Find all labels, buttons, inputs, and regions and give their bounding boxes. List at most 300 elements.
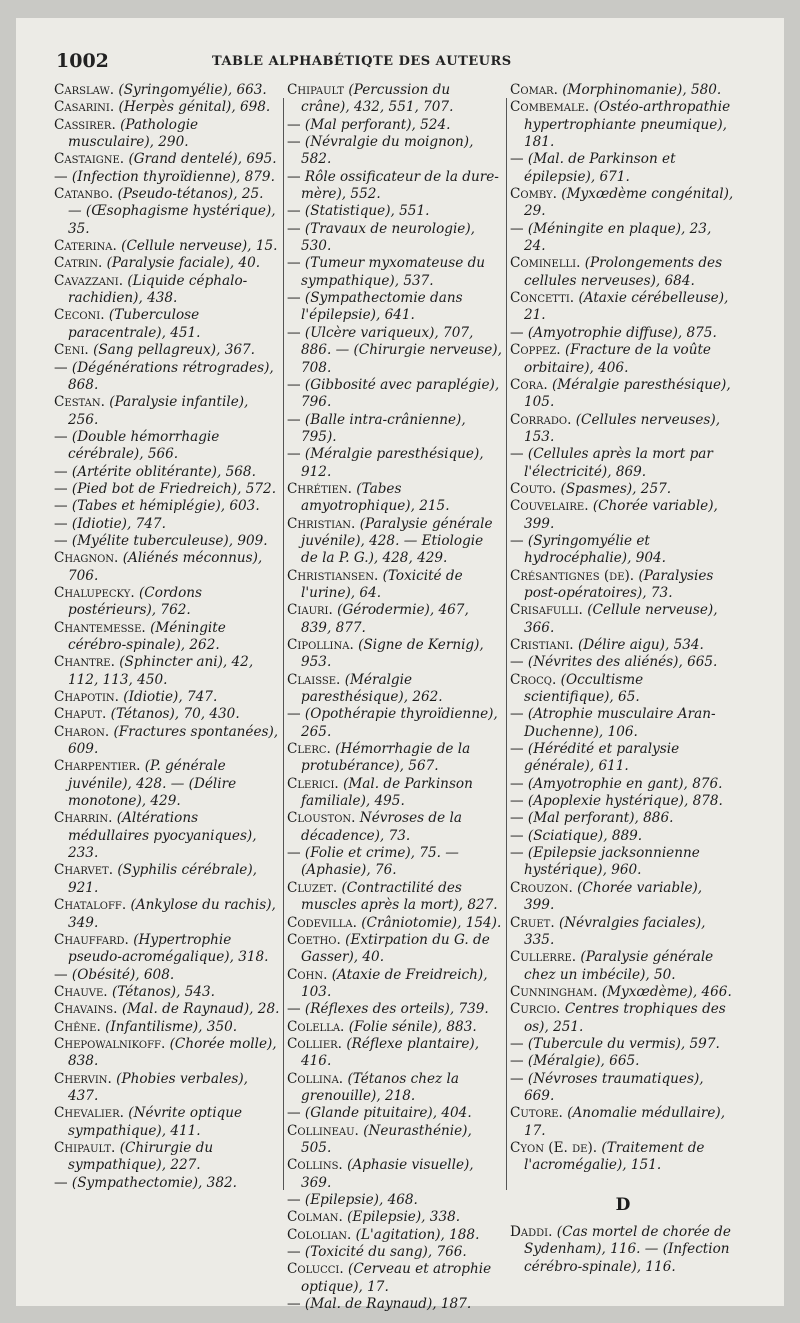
author-name: Chauffard. — [54, 931, 129, 948]
author-name: — — [287, 446, 301, 463]
author-name: — — [287, 845, 301, 862]
entry-reference: (Tétanos), 543. — [111, 983, 216, 1000]
author-name: Chervin. — [54, 1070, 112, 1087]
author-name: Cololian. — [287, 1226, 352, 1243]
entry-reference: (Anomalie médullaire), 17. — [524, 1105, 726, 1139]
index-entry — [510, 325, 736, 342]
index-entry — [54, 932, 280, 967]
index-entry — [287, 602, 502, 637]
index-entry — [510, 810, 736, 827]
entry-reference: (Pied bot de Friedreich), 572. — [71, 480, 277, 497]
author-name: — — [54, 532, 68, 549]
author-name: Comby. — [510, 186, 557, 203]
index-entry — [510, 481, 736, 498]
index-entry — [510, 1071, 736, 1106]
entry-reference: (Dégénérations rétrogrades), 868. — [68, 359, 274, 393]
author-name: Couto. — [510, 480, 557, 497]
index-entry — [54, 238, 280, 255]
entry-reference: (Cellule nerveuse), 15. — [121, 238, 278, 255]
index-entry — [510, 255, 736, 290]
author-name: Caterina. — [54, 238, 117, 255]
index-entry — [54, 151, 280, 168]
author-name: — — [510, 324, 524, 341]
index-entry — [287, 1157, 502, 1192]
author-name: Chantemesse. — [54, 619, 146, 636]
author-name: Castaigne. — [54, 151, 125, 168]
entry-reference: (Balle intra-crânienne), 795). — [301, 411, 466, 445]
entry-reference: (Ataxie de Freidreich), 103. — [301, 966, 488, 1000]
entry-reference: (Délire aigu), 534. — [577, 637, 704, 653]
index-entry — [510, 1140, 736, 1175]
entry-reference: (Névralgie du moignon), 582. — [301, 134, 474, 168]
entry-reference: (Atrophie musculaire Aran-Duchenne), 106. — [524, 706, 716, 740]
author-name: Crisafulli. — [510, 602, 583, 619]
entry-reference: (Extirpation du G. de Gasser), 40. — [301, 931, 490, 966]
index-entry — [510, 1224, 736, 1276]
author-name: Crocq. — [510, 671, 557, 688]
entry-reference: (Folie et crime), 75. — (Aphasie), 76. — [301, 845, 459, 879]
index-entry — [287, 446, 502, 481]
entry-reference: (Névrite optique sympathique), 411. — [68, 1105, 243, 1139]
index-entry — [287, 1209, 502, 1226]
index-entry — [287, 1123, 502, 1158]
index-entry — [287, 221, 502, 256]
author-name: — — [287, 706, 301, 723]
author-name: Cluzet. — [287, 879, 338, 896]
author-name: — — [510, 741, 524, 758]
author-name: Cipollina. — [287, 637, 354, 653]
index-entry — [54, 99, 280, 116]
author-name: — — [54, 359, 68, 376]
index-entry — [54, 1105, 280, 1140]
entry-reference: (Crâniotomie), 154). — [361, 914, 502, 931]
entry-reference: (Epilepsie), 468. — [304, 1192, 418, 1208]
author-name: — — [510, 793, 524, 810]
index-entry — [54, 516, 280, 533]
entry-reference: (Méningite cérébro-spinale), 262. — [68, 619, 226, 653]
author-name: Collineau. — [287, 1122, 359, 1139]
index-entry — [287, 1036, 502, 1071]
index-entry — [287, 672, 502, 707]
entry-reference: (Infantilisme), 350. — [105, 1018, 238, 1035]
entry-reference: (Morphinomanie), 580. — [562, 82, 722, 98]
author-name: — — [287, 203, 301, 220]
index-entry — [54, 984, 280, 1001]
entry-reference: (Pseudo-tétanos), 25. — (Œsophagisme hystérique), 35. — [68, 186, 276, 237]
index-entry — [54, 273, 280, 308]
entry-reference: (Gibbosité avec paraplégie), 796. — [301, 376, 500, 411]
entry-reference: (Mal. de Parkinson familiale), 495. — [301, 775, 473, 810]
author-name: — — [54, 168, 68, 185]
entry-reference: Rôle ossificateur de la dure-mère), 552. — [301, 168, 499, 203]
author-name: — — [287, 376, 301, 393]
index-entry — [287, 880, 502, 915]
entry-reference: (Chorée variable), 399. — [524, 498, 718, 532]
author-name: Chapotin. — [54, 689, 119, 706]
column-rule — [506, 98, 507, 1190]
author-name: Colella. — [287, 1018, 345, 1035]
index-entry — [54, 429, 280, 464]
author-name: — — [287, 411, 301, 428]
author-name: Cunningham. — [510, 983, 598, 1000]
entry-reference: (Idiotie), 747. — [71, 515, 166, 532]
index-entry — [510, 1001, 736, 1036]
author-name: Clerici. — [287, 775, 339, 792]
entry-reference: (P. générale juvénile), 428. — (Délire monotone), 429. — [68, 758, 237, 810]
author-name: Chataloff. — [54, 897, 127, 914]
author-name: Christiansen. — [287, 567, 379, 584]
author-name: — — [510, 810, 524, 827]
index-entry — [54, 1036, 280, 1071]
entry-reference: (Infection thyroïdienne), 879. — [71, 168, 275, 185]
index-entry — [510, 412, 736, 447]
index-entry — [510, 221, 736, 256]
author-name: Cavazzani. — [54, 272, 124, 289]
entry-reference: (Ostéo-arthropathie hypertrophiante pneumique), 181. — [524, 99, 731, 151]
author-name: — — [287, 255, 301, 272]
author-name: Claisse. — [287, 671, 341, 688]
author-name: Combemale. — [510, 99, 590, 116]
entry-reference: (Méningite en plaque), 23, 24. — [524, 220, 712, 255]
author-name: — — [510, 151, 524, 168]
entry-reference: (Epilepsie jacksonnienne hystérique), 960. — [524, 845, 700, 879]
index-entry — [287, 845, 502, 880]
index-entry — [510, 845, 736, 880]
index-entry — [510, 568, 736, 603]
author-name: — — [54, 480, 68, 497]
entry-reference: (Hérédité et paralysie générale), 611. — [524, 741, 680, 775]
entry-reference: (Epilepsie), 338. — [347, 1209, 461, 1226]
entry-reference: (Toxicité de l'urine), 64. — [301, 567, 463, 601]
index-entry — [287, 1192, 502, 1209]
entry-reference: (Toxicité du sang), 766. — [304, 1244, 467, 1261]
entry-reference: (Amyotrophie en gant), 876. — [527, 775, 723, 792]
author-name: Cohn. — [287, 966, 328, 983]
entry-reference: (Méralgie paresthésique), 105. — [524, 376, 731, 411]
entry-reference: (Travaux de neurologie), 530. — [301, 220, 475, 255]
author-name: — — [510, 446, 524, 463]
author-name: Cassirer. — [54, 116, 116, 133]
entry-reference: (Méralgie), 665. — [527, 1053, 640, 1070]
entry-reference: (Réflexes des orteils), 739. — [304, 1001, 489, 1018]
author-name: Catanbo. — [54, 186, 114, 203]
index-entry — [54, 498, 280, 515]
author-name: — — [510, 1035, 524, 1052]
index-entry — [287, 1227, 502, 1244]
index-entry — [287, 706, 502, 741]
running-title: TABLE ALPHABÉTIQTE DES AUTEURS — [212, 54, 512, 69]
author-name: — — [54, 1174, 68, 1191]
index-entry — [287, 637, 502, 672]
author-name: Catrin. — [54, 255, 103, 272]
entry-reference: (Myxœdème), 466. — [601, 983, 732, 1000]
index-entry — [510, 342, 736, 377]
entry-reference: (Paralysie faciale), 40. — [106, 255, 261, 272]
index-entry — [287, 967, 502, 1002]
author-name: Daddi. — [510, 1224, 553, 1240]
author-name: — — [510, 1053, 524, 1070]
entry-reference: (Sympathectomie), 382. — [71, 1174, 237, 1191]
entry-reference: (Gérodermie), 467, 839, 877. — [301, 602, 469, 636]
index-entry — [54, 117, 280, 152]
index-entry — [54, 342, 280, 359]
entry-reference: (Tétanos), 70, 430. — [110, 706, 240, 723]
entry-reference: (Hypertrophie pseudo-acromégalique), 318. — [68, 931, 269, 966]
entry-reference: (Mal perforant), 886. — [527, 810, 674, 827]
index-entry — [510, 828, 736, 845]
author-name: Chrétien. — [287, 480, 352, 497]
index-entry — [287, 1001, 502, 1018]
entry-reference: (Sang pellagreux), 367. — [93, 342, 255, 359]
author-name: — — [510, 827, 524, 844]
index-entry — [54, 758, 280, 810]
author-name: Curcio. — [510, 1001, 561, 1018]
index-entry — [54, 481, 280, 498]
index-entry — [54, 533, 280, 550]
entry-reference: (Fractures spontanées), 609. — [68, 723, 279, 758]
author-name: — — [510, 654, 524, 671]
author-name: Ceni. — [54, 342, 89, 359]
index-entry — [287, 1296, 502, 1313]
index-entry — [54, 186, 280, 238]
entry-reference: (L'agitation), 188. — [355, 1226, 480, 1243]
index-entry — [287, 1019, 502, 1036]
entry-reference: (Traitement de l'acromégalie), 151. — [524, 1139, 705, 1174]
author-name: Chaput. — [54, 706, 107, 723]
index-entry — [287, 1244, 502, 1261]
author-name: Clerc. — [287, 741, 331, 758]
author-name: — — [287, 1105, 301, 1122]
entry-reference: (Névroses traumatiques), 669. — [524, 1070, 704, 1104]
entry-reference: (Chorée molle), 838. — [68, 1035, 277, 1070]
index-entry — [287, 741, 502, 776]
author-name: Charon. — [54, 723, 110, 740]
author-name: Chepowalnikoff. — [54, 1035, 166, 1052]
entry-reference: Centres trophiques des os), 251. — [524, 1001, 726, 1035]
index-entry — [54, 169, 280, 186]
entry-reference: (Ataxie cérébelleuse), 21. — [524, 290, 729, 324]
author-name: — — [510, 220, 524, 237]
author-name: Comar. — [510, 82, 558, 98]
entry-reference: (Syphilis cérébrale), 921. — [68, 862, 257, 896]
index-entry — [287, 810, 502, 845]
entry-reference: (Glande pituitaire), 404. — [304, 1105, 472, 1122]
entry-reference: (Fracture de la voûte orbitaire), 406. — [524, 342, 711, 376]
entry-reference: (Mal perforant), 524. — [304, 116, 451, 133]
entry-reference: (Occultisme scientifique), 65. — [524, 671, 644, 706]
author-name: Collina. — [287, 1070, 344, 1087]
entry-reference: (Aliénés méconnus), 706. — [68, 550, 263, 584]
author-name: Chagnon. — [54, 550, 119, 567]
author-name: — — [54, 498, 68, 515]
entry-reference: (Liquide céphalo-rachidien), 438. — [68, 272, 248, 307]
entry-reference: (Ankylose du rachis), 349. — [68, 897, 276, 931]
author-name: Chipault — [287, 82, 345, 98]
index-entry — [54, 394, 280, 429]
entry-reference: (Paralysie générale juvénile), 428. — Etiologie de la P. G.), 428, 429. — [301, 515, 493, 567]
column-rule — [283, 98, 284, 1190]
entry-reference: (Méralgie paresthésique), 262. — [301, 671, 443, 706]
index-entry — [510, 377, 736, 412]
author-name: — — [287, 1244, 301, 1261]
entry-reference: Névroses de la décadence), 73. — [301, 810, 462, 844]
index-entry — [287, 325, 502, 377]
author-name: Chêne. — [54, 1018, 101, 1035]
author-name: Clouston. — [287, 810, 356, 827]
index-entry — [510, 984, 736, 1001]
index-entry — [510, 602, 736, 637]
index-entry — [510, 637, 736, 654]
author-name: Casarini. — [54, 99, 115, 116]
entry-reference: (Syringomyélie), 663. — [118, 82, 267, 98]
index-entry — [54, 360, 280, 395]
author-name: — — [54, 966, 68, 983]
index-entry — [510, 880, 736, 915]
author-name: Collier. — [287, 1035, 342, 1052]
index-entry — [287, 568, 502, 603]
author-name: — — [287, 220, 301, 237]
author-name: Cyon (E. de). — [510, 1139, 598, 1156]
entry-reference: (Altérations médullaires pyocyaniques), 233. — [68, 810, 257, 862]
page-header — [56, 50, 756, 80]
index-entry — [54, 1071, 280, 1106]
entry-reference: (Névrites des aliénés), 665. — [527, 654, 718, 671]
index-entry — [287, 117, 502, 134]
entry-reference: (Artérite oblitérante), 568. — [71, 463, 256, 480]
entry-reference: (Mal. de Raynaud), 28. — [121, 1001, 280, 1018]
entry-reference: (Myélite tuberculeuse), 909. — [71, 532, 268, 549]
author-name: Cestan. — [54, 394, 105, 411]
entry-reference: (Double hémorrhagie cérébrale), 566. — [68, 428, 220, 463]
author-name: Christian. — [287, 515, 356, 532]
author-name: Codevilla. — [287, 914, 357, 931]
author-name: Cristiani. — [510, 637, 574, 653]
author-name: Cora. — [510, 376, 548, 393]
index-entry — [510, 151, 736, 186]
author-name: Chavains. — [54, 1001, 118, 1018]
entry-reference: (Contractilité des muscles après la mort), 827. — [301, 879, 498, 914]
author-name: — — [287, 1001, 301, 1018]
entry-reference: (Myxœdème congénital), 29. — [524, 186, 734, 220]
entry-reference: (Tabes et hémiplégie), 603. — [71, 498, 260, 515]
index-entry — [510, 1105, 736, 1140]
entry-reference: (Aphasie visuelle), 369. — [301, 1157, 474, 1191]
index-entry — [54, 967, 280, 984]
author-name: — — [287, 324, 301, 341]
entry-reference: (Neurasthénie), 505. — [301, 1122, 472, 1156]
entry-reference: (Obésité), 608. — [71, 966, 175, 983]
index-entry — [287, 203, 502, 220]
author-name: — — [510, 775, 524, 792]
index-entry — [54, 1140, 280, 1175]
section-letter-d: D — [615, 1194, 631, 1215]
entry-reference: (Sphincter ani), 42, 112, 113, 450. — [68, 654, 254, 688]
index-entry — [510, 446, 736, 481]
author-name: — — [510, 532, 524, 549]
entry-reference: (Prolongements des cellules nerveuses), 684. — [524, 255, 723, 289]
index-entry — [54, 620, 280, 655]
index-entry — [287, 516, 502, 568]
index-column-2 — [287, 82, 502, 1313]
author-name: Collins. — [287, 1157, 343, 1174]
index-entry — [510, 1036, 736, 1053]
entry-reference: (Phobies verbales), 437. — [68, 1070, 248, 1104]
entry-reference: (Cellules nerveuses), 153. — [524, 411, 721, 445]
author-name: Chauve. — [54, 983, 108, 1000]
entry-reference: (Tétanos chez la grenouille), 218. — [301, 1070, 459, 1104]
entry-reference: (Cerveau et atrophie optique), 17. — [301, 1261, 492, 1295]
author-name: Ciauri. — [287, 602, 333, 619]
index-entry — [510, 654, 736, 671]
index-column-3 — [510, 82, 736, 1276]
author-name: Colucci. — [287, 1261, 344, 1278]
entry-reference: (Névralgies faciales), 335. — [524, 914, 706, 948]
author-name: Chevalier. — [54, 1105, 124, 1122]
index-entry — [510, 949, 736, 984]
entry-reference: (Apoplexie hystérique), 878. — [527, 793, 723, 810]
entry-reference: (Folie sénile), 883. — [348, 1018, 477, 1035]
entry-reference: (Statistique), 551. — [304, 203, 430, 220]
author-name: Cullerre. — [510, 949, 577, 966]
index-entry — [54, 585, 280, 620]
author-name: — — [287, 1192, 301, 1208]
entry-reference: (Sympathectomie dans l'épilepsie), 641. — [301, 290, 463, 324]
index-entry — [287, 169, 502, 204]
entry-reference: (Syringomyélie et hydrocéphalie), 904. — [524, 532, 666, 567]
index-entry — [287, 377, 502, 412]
author-name: Couvelaire. — [510, 498, 589, 515]
author-name: Chipault. — [54, 1139, 116, 1156]
index-entry — [287, 932, 502, 967]
entry-reference: (Sciatique), 889. — [527, 827, 643, 844]
index-entry — [287, 481, 502, 516]
index-entry — [510, 533, 736, 568]
entry-reference: (Paralysie infantile), 256. — [68, 394, 249, 428]
index-entry — [287, 1261, 502, 1296]
author-name: Coetho. — [287, 931, 341, 948]
author-name: Concetti. — [510, 290, 575, 307]
author-name: — — [287, 116, 301, 133]
author-name: — — [287, 290, 301, 307]
author-name: Crouzon. — [510, 879, 573, 896]
index-entry — [287, 82, 502, 117]
author-name: Cominelli. — [510, 255, 581, 272]
author-name: — — [510, 706, 524, 723]
index-entry — [54, 82, 280, 99]
index-entry — [54, 464, 280, 481]
entry-reference: (Spasmes), 257. — [560, 480, 672, 497]
index-entry — [54, 1019, 280, 1036]
index-entry — [510, 915, 736, 950]
entry-reference: (Mal. de Raynaud), 187. — [304, 1296, 472, 1313]
author-name: — — [510, 845, 524, 862]
entry-reference: (Paralysies post-opératoires), 73. — [524, 567, 714, 601]
entry-reference: (Paralysie générale chez un imbécile), 50. — [524, 949, 714, 983]
index-entry — [54, 706, 280, 723]
index-entry — [54, 550, 280, 585]
author-name: Chalupecky. — [54, 584, 135, 601]
author-name: — — [287, 134, 301, 151]
author-name: Corrado. — [510, 411, 572, 428]
entry-reference: (Tabes amyotrophique), 215. — [301, 480, 450, 515]
entry-reference: (Idiotie), 747. — [123, 689, 218, 706]
entry-reference: (Hémorrhagie de la protubérance), 567. — [301, 741, 471, 775]
index-entry — [287, 776, 502, 811]
author-name: Charvet. — [54, 862, 114, 879]
entry-reference: (Grand dentelé), 695. — [128, 151, 277, 168]
entry-reference: (Pathologie musculaire), 290. — [68, 116, 199, 151]
entry-reference: (Cellules après la mort par l'électricité), 869. — [524, 446, 713, 480]
